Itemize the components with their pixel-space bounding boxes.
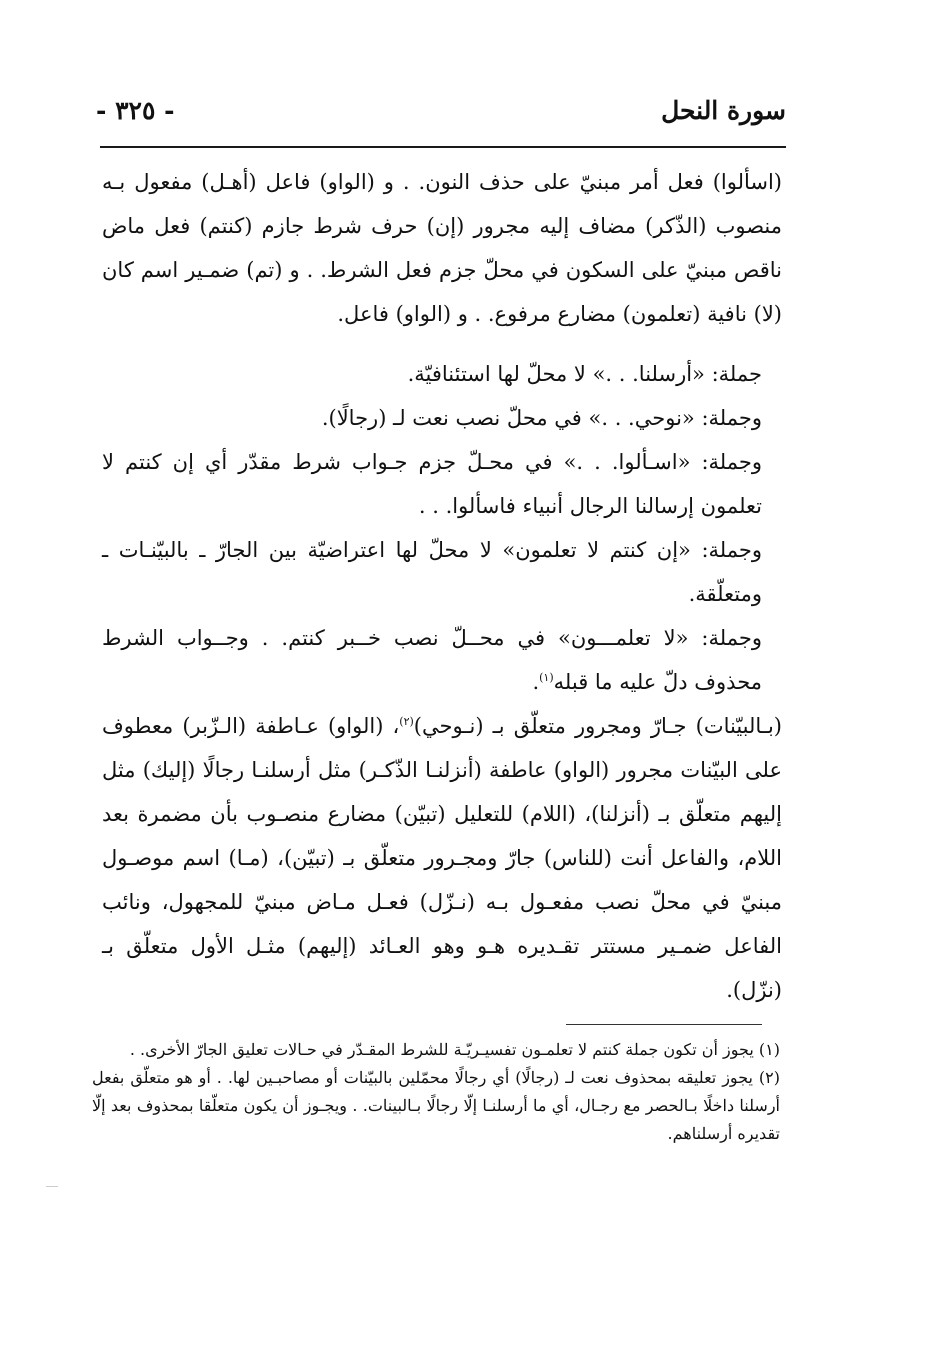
margin-mark: [46, 1186, 58, 1187]
footnotes: [92, 1036, 780, 1148]
paragraph-parsing-2-start: (بـالبيّنات) جـارّ ومجرور متعلّق بـ (نـوحي): [413, 714, 782, 738]
running-title: سورة النحل: [661, 96, 786, 125]
footnote-ref-1[interactable]: (١): [539, 671, 554, 684]
footnote-ref-2[interactable]: (٢): [399, 715, 414, 728]
paragraph-parsing-1: (اسألوا) فعل أمر مبنيّ على حذف النون. . و (الواو) فاعل (أهـل) مفعول بـه منصوب (الذّكر) مضاف إليه مجرور (إن) حرف شرط جازم (كنتم) فعل ماض ناقص مبنيّ على السكون في محلّ جزم فعل الشرط. . و (تم) ضمـير اسم كان (لا) نافية (تعلمون) مضارع مرفوع. . و (الواو) فاعل.: [102, 170, 782, 326]
paragraph-parsing-2: [102, 704, 782, 1012]
sentence-analysis-1: جملة: «أرسلنا. . .» لا محلّ لها استئنافيّة.: [407, 362, 762, 386]
paragraph-parsing-2-rest: ، (الواو) عـاطفة (الـزّبر) معطوف على البيّنات مجرور (الواو) عاطفة (أنزلنـا الذّكـر) مثل أرسلنـا رجالًا (إليك) مثل إليهم متعلّق بـ (أنزلنا)، (اللام) للتعليل (تبيّن) مضارع منصـوب بأن مضمرة بعد اللام، والفاعل أنت (للناس) جارّ ومجـرور متعلّق بـ (تبيّن)، (مـا) اسم موصـول مبنيّ في محلّ نصب مفعـول بـه (نـزّل) فعـل مـاض مبنيّ للمجهول، ونائب الفاعل ضمـير مستتر تقـديره هـو وهو العـائد (إليهم) مثـل الأول متعلّق بـ (نزّل).: [102, 714, 782, 1002]
page-header: [96, 96, 786, 142]
sentence-analysis-2: وجملة: «نوحي. . .» في محلّ نصب نعت لـ (رجالًا).: [321, 406, 762, 430]
footnote-rule: [566, 1024, 762, 1025]
sentence-analysis-5: [102, 616, 782, 704]
sentence-analysis-3: وجملة: «اسـألوا. . .» في محـلّ جزم جـواب شرط مقدّر أي إن كنتم لا تعلمون إرسالنا الرجال أنبياء فاسألوا. . .: [102, 450, 762, 518]
footnote-1: (١) يجوز أن تكون جملة كنتم لا تعلمـون تفسيـريّـة للشرط المقـدّر في حـالات تعليق الجارّ الأخرى. .: [129, 1040, 780, 1059]
footnote-2: (٢) يجوز تعليقه بمحذوف نعت لـ (رجالًا) أي رجالًا محمّلين بالبيّنات أو مصاحبـين لها. . أو هو متعلّق بفعل أرسلنا داخلًا بـالحصر مع رجـال، أي ما أرسلنـا إلّا رجالًا بـالبينات. . ويجـوز أن يكون متعلّقا بمحذوف بعد إلّا تقديره أرسلناهم.: [92, 1068, 781, 1143]
page-number: - ٣٢٥ -: [96, 96, 175, 125]
header-rule: [100, 146, 786, 148]
sentence-analysis-5-end: .: [532, 670, 540, 694]
sentence-analysis-5-text: وجملة: «لا تعلمـــون» في محــلّ نصب خــبر كنتم. . وجــواب الشرط محذوف دلّ عليه ما قبله: [102, 626, 762, 694]
main-text: [102, 160, 782, 1012]
paragraph-gap: [102, 336, 782, 352]
sentence-analysis-4: وجملة: «إن كنتم لا تعلمون» لا محلّ لها اعتراضيّة بين الجارّ ـ بالبيّنـات ـ ومتعلّقة.: [102, 538, 762, 606]
